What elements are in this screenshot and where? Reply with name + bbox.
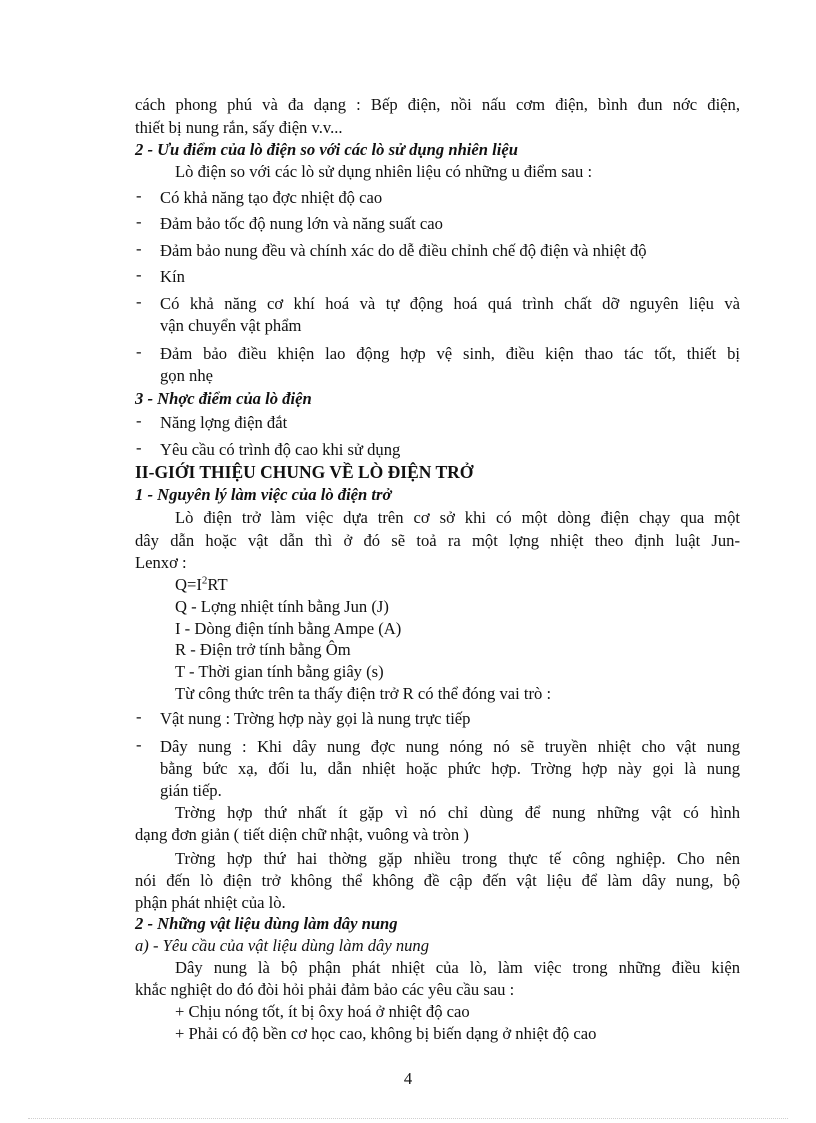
bullet-item: Năng lợng điện đắt [160,413,288,432]
bullet-item-cont: gọn nhẹ [160,366,213,385]
bullet-item-cont: bằng bức xạ, đối lu, dẫn nhiệt hoặc phức hợp. Trờng hợp này gọi là nung [160,759,740,778]
bullet-dash: - [136,239,142,258]
paragraph-line: Lenxơ : [135,553,187,572]
requirement-line: + Phải có độ bền cơ học cao, không bị biến dạng ở nhiệt độ cao [175,1024,597,1043]
bullet-item: Yêu cầu có trình độ cao khi sử dụng [160,440,401,459]
bullet-item: Đảm bảo điều khiện lao động hợp vệ sinh, điều kiện thao tác tốt, thiết bị [160,344,740,363]
paragraph-line: Trờng hợp thứ hai thờng gặp nhiều trong thực tế công nghiệp. Cho nên [175,849,740,868]
section-heading: 2 - Những vật liệu dùng làm dây nung [135,914,398,933]
section-heading: 3 - Nhợc điểm của lò điện [135,389,312,408]
section-heading: 2 - Ưu điểm của lò điện so với các lò sử dụng nhiên liệu [135,140,518,159]
paragraph-line: nói đến lò điện trở không thể không đề cập đến vật liệu để làm dây nung, bộ [135,871,740,890]
paragraph-line: phận phát nhiệt của lò. [135,893,286,912]
definition-line: Q - Lợng nhiệt tính bằng Jun (J) [175,597,389,616]
bullet-dash: - [136,735,142,754]
bullet-item: Đảm bảo nung đều và chính xác do dễ điều chỉnh chế độ điện và nhiệt độ [160,241,647,260]
paragraph-line: Lò điện so với các lò sử dụng nhiên liệu có những u điểm sau : [175,162,593,181]
bullet-dash: - [136,212,142,231]
paragraph-line: Lò điện trở làm việc dựa trên cơ sở khi có một dòng điện chạy qua một [175,508,740,527]
paragraph-line: khắc nghiệt do đó đòi hỏi phải đảm bảo các yêu cầu sau : [135,980,515,999]
definition-line: R - Điện trở tính bằng Ôm [175,640,351,659]
bullet-item: Kín [160,267,185,286]
section-heading: 1 - Nguyên lý làm việc của lò điện trở [135,485,392,504]
formula [175,575,740,595]
bullet-dash: - [136,292,142,311]
paragraph-line: Từ công thức trên ta thấy điện trở R có thể đóng vai trò : [175,684,552,703]
paragraph-line: dạng đơn giản ( tiết diện chữ nhật, vuông và tròn ) [135,825,469,844]
formula-part: RT [207,575,228,594]
text-line: cách phong phú và đa dạng : Bếp điện, nồi nấu cơm điện, bình đun nớc điện, [135,95,740,114]
page-number: 4 [403,1069,413,1088]
bullet-dash: - [136,265,142,284]
formula-part: Q=I [175,575,202,594]
bullet-dash: - [136,438,142,457]
bullet-item: Đảm bảo tốc độ nung lớn và năng suất cao [160,214,443,233]
text-line: thiết bị nung rắn, sấy điện v.v... [135,118,343,137]
chapter-heading: II-GIỚI THIỆU CHUNG VỀ LÒ ĐIỆN TRỞ [135,462,474,482]
bullet-item: Dây nung : Khi dây nung đợc nung nóng nó sẽ truyền nhiệt cho vật nung [160,737,740,756]
subsection-heading: a) - Yêu cầu của vật liệu dùng làm dây nung [135,936,430,955]
bullet-item: Vật nung : Trờng hợp này gọi là nung trực tiếp [160,709,471,728]
bullet-item-cont: vận chuyển vật phẩm [160,316,302,335]
paragraph-line: dây dẫn hoặc vật dẫn thì ở đó sẽ toả ra một lợng nhiệt theo định luật Jun- [135,531,740,550]
bullet-item: Có khả năng tạo đợc nhiệt độ cao [160,188,383,207]
footer-divider [28,1118,788,1119]
bullet-dash: - [136,342,142,361]
paragraph-line: Trờng hợp thứ nhất ít gặp vì nó chỉ dùng để nung những vật có hình [175,803,740,822]
bullet-dash: - [136,186,142,205]
requirement-line: + Chịu nóng tốt, ít bị ôxy hoá ở nhiệt độ cao [175,1002,470,1021]
bullet-item-cont: gián tiếp. [160,781,222,800]
formula-exponent: 2 [201,574,208,587]
paragraph-line: Dây nung là bộ phận phát nhiệt của lò, làm việc trong những điều kiện [175,958,740,977]
bullet-dash: - [136,707,142,726]
definition-line: T - Thời gian tính bằng giây (s) [175,662,384,681]
definition-line: I - Dòng điện tính bằng Ampe (A) [175,619,402,638]
bullet-item: Có khả năng cơ khí hoá và tự động hoá quá trình chất dỡ nguyên liệu và [160,294,740,313]
bullet-dash: - [136,411,142,430]
